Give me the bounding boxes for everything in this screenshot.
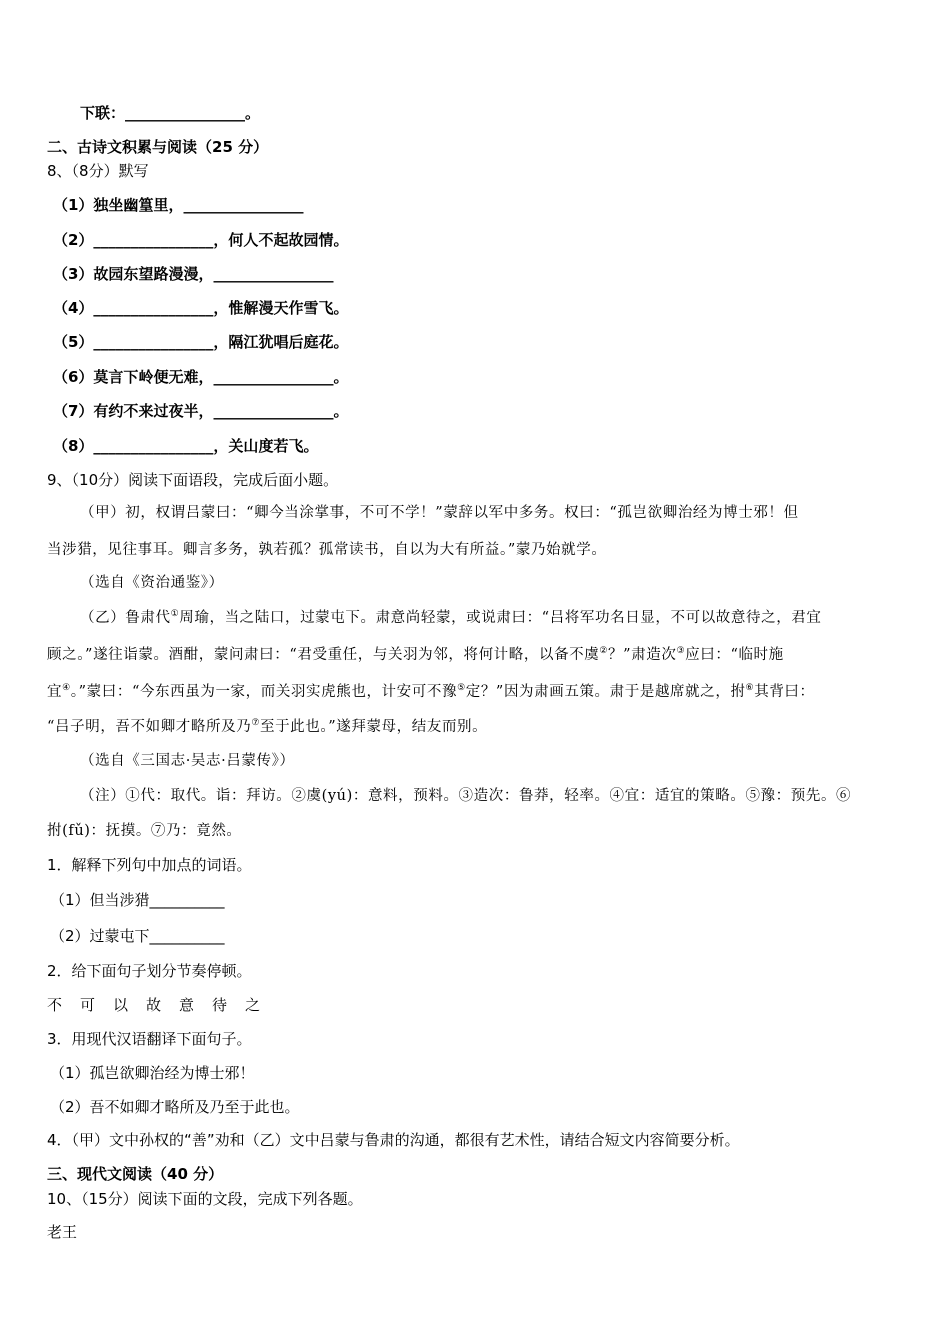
- notes-line-1: （注）①代：取代。诣：拜访。②虞(yú)：意料，预料。③造次：鲁莽，轻率。④宜：适宜的策略。⑤豫：预先。⑥: [80, 788, 852, 804]
- rhythm-sentence: 不可以故意待之: [47, 996, 279, 1014]
- sub-question-3: 3．用现代汉语翻译下面句子。: [47, 1030, 252, 1048]
- article-title: 老王: [47, 1223, 78, 1241]
- q10-title: 10、（15分）阅读下面的文段，完成下列各题。: [47, 1190, 363, 1208]
- jia-source: （选自《资治通鉴》）: [80, 575, 224, 591]
- sub-question-1: 1．解释下列句中加点的词语。: [47, 856, 252, 874]
- q9-title: 9、（10分）阅读下面语段，完成后面小题。: [47, 471, 339, 489]
- note-mark-1: ①: [170, 609, 180, 620]
- yi-paragraph-line-4: “吕子明，吾不如卿才略所及乃⑦至于此也。”遂拜蒙母，结友而别。: [47, 718, 488, 735]
- jia-paragraph-line-1: （甲）初，权谓吕蒙曰：“卿今当涂掌事，不可不学！”蒙辞以军中多务。权曰：“孤岂欲卿治经为博士邪！但: [80, 505, 799, 521]
- xialian-line: 下联：________________。: [80, 104, 261, 122]
- note-mark-5: ⑤: [457, 683, 466, 694]
- q8-item-6: （6）莫言下岭便无难，________________。: [53, 368, 349, 386]
- sub-question-3-1: （1）孤岂欲卿治经为博士邪！: [50, 1064, 255, 1082]
- section3-heading: 三、现代文阅读（40 分）: [47, 1165, 224, 1183]
- sub-question-1-2: （2）过蒙屯下__________: [50, 927, 225, 945]
- note-mark-2: ②: [599, 646, 609, 657]
- yi-source: （选自《三国志·吴志·吕蒙传》）: [80, 753, 295, 769]
- q8-item-8: （8）________________，关山度若飞。: [53, 437, 319, 455]
- q8-item-1: （1）独坐幽篁里，________________: [53, 196, 304, 214]
- yi-paragraph-line-3: 宜④。”蒙曰：“今东西虽为一家，而关羽实虎熊也，计安可不豫⑤定？”因为肃画五策。肃于是越席就之，拊⑥其背曰：: [47, 683, 815, 700]
- q8-item-4: （4）________________，惟解漫天作雪飞。: [53, 299, 349, 317]
- q8-item-5: （5）________________，隔江犹唱后庭花。: [53, 333, 349, 351]
- note-mark-7: ⑦: [251, 718, 260, 729]
- sub-question-3-2: （2）吾不如卿才略所及乃至于此也。: [50, 1098, 300, 1116]
- yi-paragraph-line-1: （乙）鲁肃代①周瑜，当之陆口，过蒙屯下。肃意尚轻蒙，或说肃曰：“吕将军功名日显，不可以故意待之，君宜: [80, 609, 822, 626]
- section2-heading: 二、古诗文积累与阅读（25 分）: [47, 138, 269, 156]
- q8-item-3: （3）故园东望路漫漫，________________: [53, 265, 334, 283]
- q8-item-2: （2）________________，何人不起故园情。: [53, 231, 349, 249]
- sub-question-2: 2．给下面句子划分节奏停顿。: [47, 962, 252, 980]
- note-mark-3: ③: [676, 646, 686, 657]
- yi-paragraph-line-2: 顾之。”遂往诣蒙。酒酣，蒙问肃曰：“君受重任，与关羽为邻，将何计略，以备不虞②？”肃造次③应曰：“临时施: [47, 646, 784, 663]
- sub-question-1-1: （1）但当涉猎__________: [50, 891, 225, 909]
- note-mark-6: ⑥: [745, 683, 755, 694]
- q8-title: 8、（8分）默写: [47, 162, 149, 180]
- note-mark-4: ④: [62, 683, 71, 694]
- sub-question-4: 4．（甲）文中孙权的“善”劝和（乙）文中吕蒙与鲁肃的沟通，都很有艺术性，请结合短文内容简要分析。: [47, 1131, 740, 1149]
- notes-line-2: 拊(fǔ)：抚摸。⑦乃：竟然。: [47, 823, 242, 839]
- jia-paragraph-line-2: 当涉猎，见往事耳。卿言多务，孰若孤？孤常读书，自以为大有所益。”蒙乃始就学。: [47, 542, 607, 558]
- q8-item-7: （7）有约不来过夜半，________________。: [53, 402, 349, 420]
